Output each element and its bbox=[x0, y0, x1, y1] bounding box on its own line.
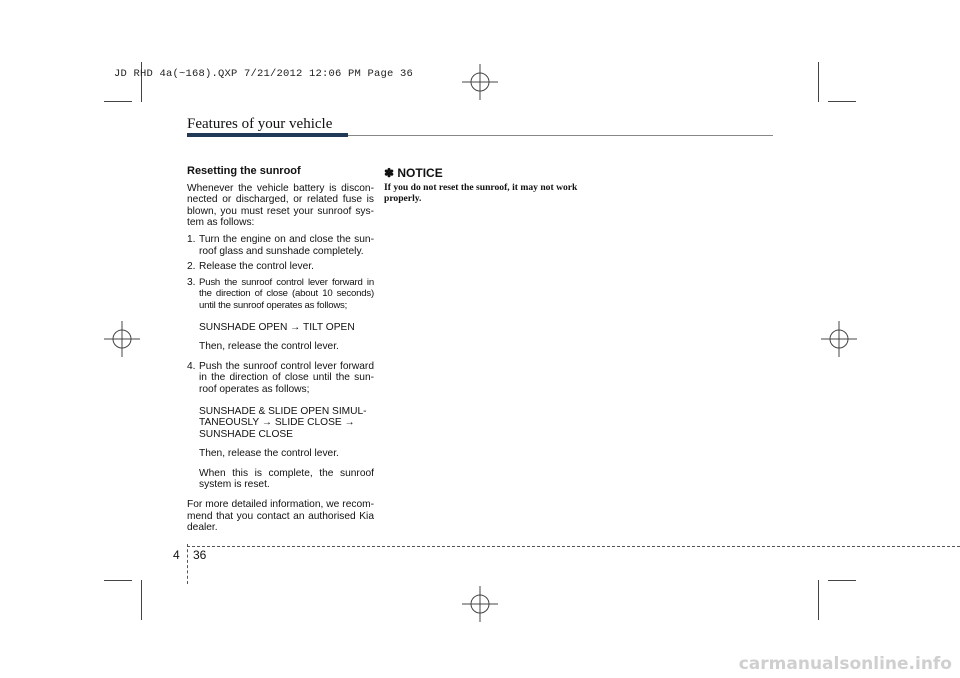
footer-rule bbox=[187, 546, 960, 547]
registration-mark-icon bbox=[462, 64, 498, 100]
step-number: 2. bbox=[187, 261, 196, 273]
step-sequence: SUNSHADE & SLIDE OPEN SIMUL-TANEOUSLY → SLIDE CLOSE → SUNSHADE CLOSE bbox=[199, 405, 367, 440]
step-item bbox=[187, 261, 374, 273]
step-text: Turn the engine on and close the sun-roof glass and sunshade completely. bbox=[199, 233, 374, 257]
step-number: 1. bbox=[187, 233, 196, 245]
crop-mark bbox=[828, 101, 856, 102]
registration-mark-icon bbox=[821, 321, 857, 357]
left-column bbox=[187, 166, 374, 539]
notice-title: ✽ NOTICE bbox=[384, 166, 443, 180]
crop-mark bbox=[104, 101, 132, 102]
crop-mark bbox=[818, 62, 819, 102]
step-number: 4. bbox=[187, 360, 196, 372]
crop-mark bbox=[818, 580, 819, 620]
step-number: 3. bbox=[187, 276, 196, 288]
registration-mark-icon bbox=[462, 586, 498, 622]
crop-mark bbox=[141, 580, 142, 620]
page-number: 36 bbox=[193, 548, 207, 562]
notice-box bbox=[384, 166, 584, 204]
footer-divider bbox=[187, 544, 189, 584]
step-item bbox=[187, 234, 374, 257]
step-text: Release the control lever. bbox=[199, 261, 314, 273]
section-title: Resetting the sunroof bbox=[187, 165, 301, 177]
crop-mark bbox=[828, 580, 856, 581]
watermark: carmanualsonline.info bbox=[738, 654, 952, 674]
header-bar bbox=[187, 133, 348, 137]
step-text: Push the sunroof control lever forward in the direction of close until the sun-roof operates as follows; bbox=[199, 360, 374, 395]
page-header-title: Features of your vehicle bbox=[187, 116, 333, 132]
step-sequence: SUNSHADE OPEN → TILT OPEN bbox=[199, 321, 355, 333]
header-rule bbox=[348, 135, 773, 136]
notice-body: If you do not reset the sunroof, it may not work properly. bbox=[384, 182, 578, 204]
step-after: When this is complete, the sunroof system is reset. bbox=[199, 467, 374, 491]
step-text: Push the sunroof control lever forward in the direction of close (about 10 seconds) until the sunroof operates as follows; bbox=[199, 276, 374, 311]
step-after: Then, release the control lever. bbox=[199, 341, 339, 353]
step-after: Then, release the control lever. bbox=[199, 448, 339, 460]
step-item bbox=[187, 361, 374, 396]
outro-paragraph: For more detailed information, we recom-mend that you contact an authorised Kia dealer. bbox=[187, 499, 374, 534]
step-item bbox=[187, 277, 374, 312]
print-slug: JD RHD 4a(~168).QXP 7/21/2012 12:06 PM Page 36 bbox=[114, 68, 414, 80]
intro-paragraph: Whenever the vehicle battery is discon-nected or discharged, or related fuse is blown, you must reset your sunroof sys-tem as follows: bbox=[187, 182, 374, 229]
section-number: 4 bbox=[173, 548, 180, 562]
crop-mark bbox=[104, 580, 132, 581]
registration-mark-icon bbox=[104, 321, 140, 357]
